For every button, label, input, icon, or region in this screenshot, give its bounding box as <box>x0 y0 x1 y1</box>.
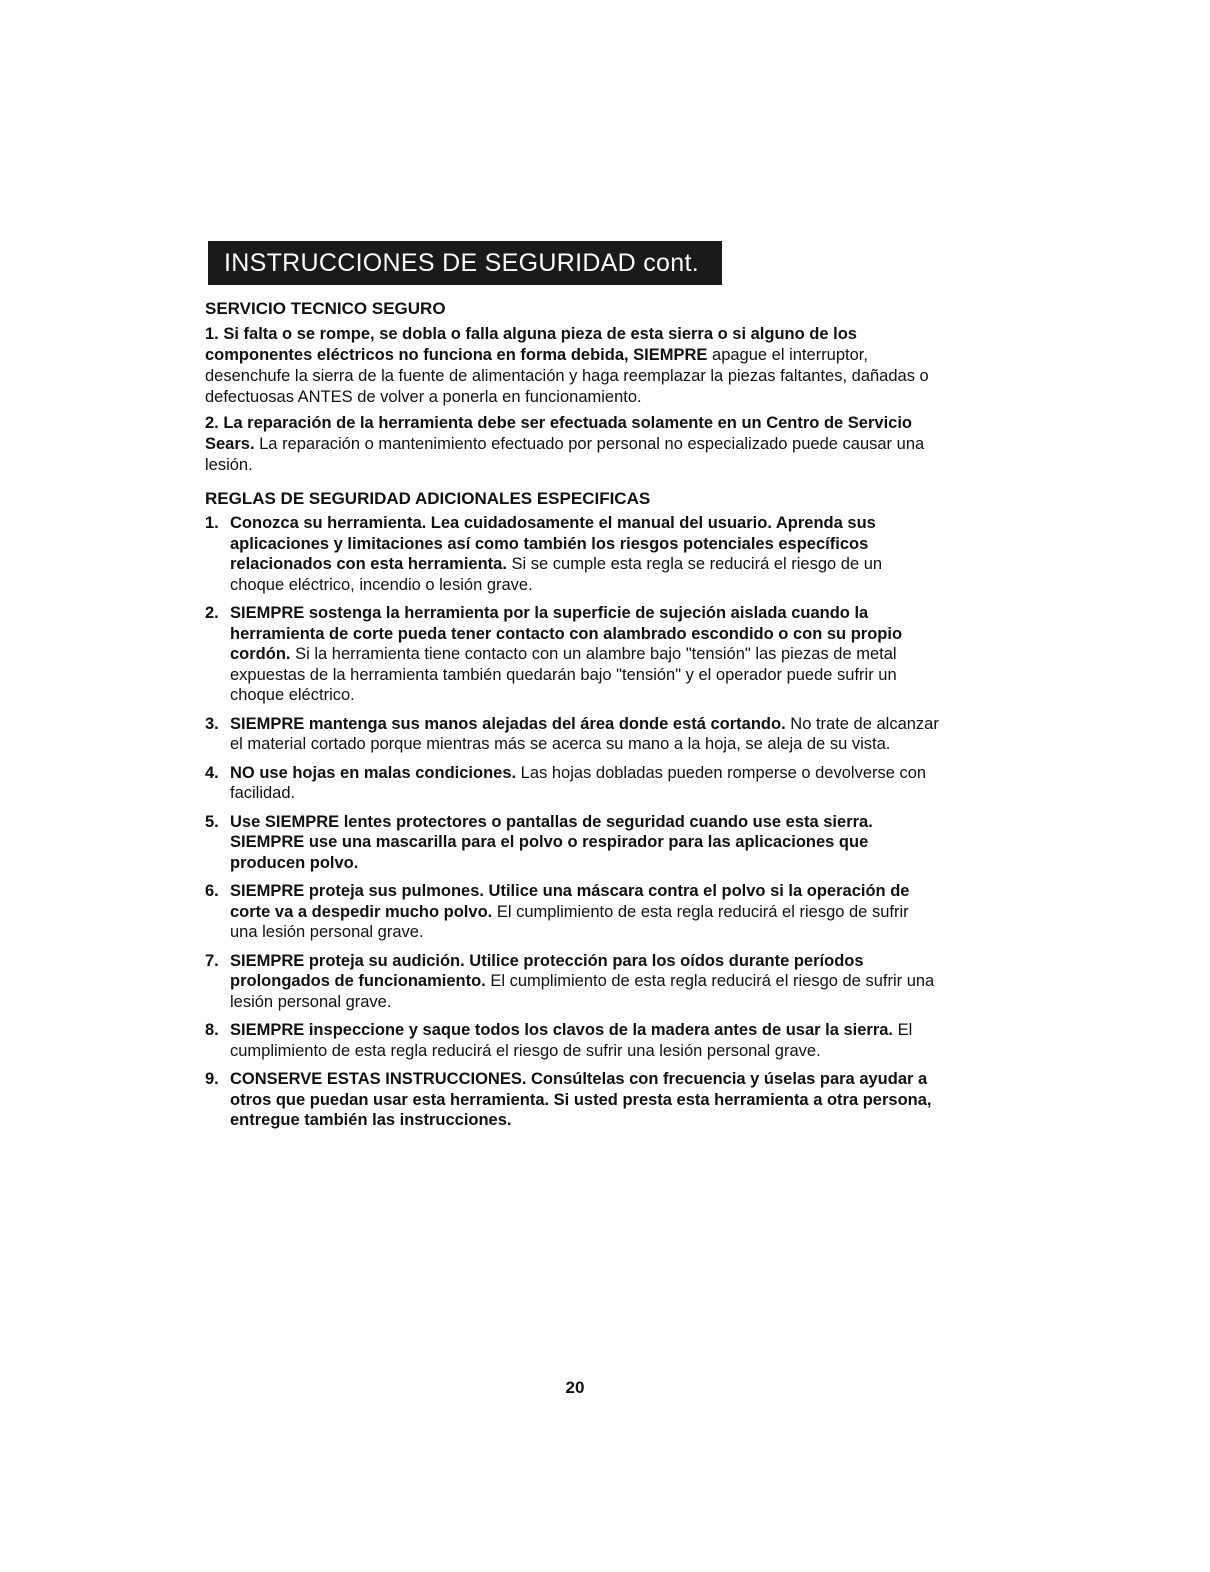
item-lead: SIEMPRE inspeccione y saque todos los clavos de la madera antes de usar la sierra. <box>230 1021 894 1039</box>
list-item <box>205 951 940 1013</box>
item-text: Si se cumple esta regla se reducirá el riesgo de un choque eléctrico, incendio o lesión grave. <box>230 555 883 594</box>
item-number: 5. <box>205 812 219 831</box>
item-number: 4. <box>205 763 219 782</box>
item-text: El cumplimiento de esta regla reducirá el riesgo de sufrir una lesión personal grave. <box>230 972 935 1011</box>
list-item <box>205 763 940 804</box>
rules-list <box>205 513 940 1131</box>
section-heading-servicio: SERVICIO TECNICO SEGURO <box>205 299 446 318</box>
item-number: 6. <box>205 882 219 900</box>
servicio-paragraph-1 <box>205 324 940 408</box>
paragraph-lead: 2. La reparación de la herramienta debe ser efectuada solamente en un Centro de Servicio Sears. <box>205 414 913 453</box>
item-text: Si la herramienta tiene contacto con un alambre bajo "tensión" las piezas de metal expuestas de la herramienta también quedarán bajo "tensión" y el operador puede sufrir un choque eléctrico. <box>230 645 897 704</box>
paragraph-text: apague el interruptor, desenchufe la sierra de la fuente de alimentación y haga reemplazar la piezas faltantes, dañadas o defectuosas ANTES de volver a ponerla en funcionamiento. <box>205 346 929 406</box>
item-number: 1. <box>205 514 219 532</box>
item-text: Las hojas dobladas pueden romperse o devolverse con facilidad. <box>230 763 927 802</box>
section-heading-reglas: REGLAS DE SEGURIDAD ADICIONALES ESPECIFICAS <box>205 489 651 508</box>
list-item <box>205 513 940 595</box>
item-number: 8. <box>205 1021 219 1039</box>
paragraph-lead: 1. Si falta o se rompe, se dobla o falla alguna pieza de esta sierra o si alguno de los componentes eléctricos no funciona en forma debida, SIEMPRE <box>205 325 857 364</box>
item-number: 7. <box>205 951 219 970</box>
item-text: El cumplimiento de esta regla reducirá el riesgo de sufrir una lesión personal grave. <box>230 902 909 941</box>
item-text: No trate de alcanzar el material cortado porque mientras más se acerca su mano a la hoja, se aleja de su vista. <box>230 714 939 753</box>
list-item <box>205 1069 940 1131</box>
item-lead: Use SIEMPRE lentes protectores o pantallas de seguridad cuando use esta sierra. SIEMPRE use una mascarilla para el polvo o respirador para las aplicaciones que producen polvo. <box>230 812 873 872</box>
list-item <box>205 812 940 874</box>
item-text: El cumplimiento de esta regla reducirá el riesgo de sufrir una lesión personal grave. <box>230 1021 913 1060</box>
list-item <box>205 1020 940 1061</box>
item-lead: CONSERVE ESTAS INSTRUCCIONES. Consúltelas con frecuencia y úselas para ayudar a otros que puedan usar esta herramienta. Si usted presta esta herramienta a otra persona, entregue también las instrucciones. <box>230 1070 932 1129</box>
page-content <box>205 298 940 1139</box>
item-number: 2. <box>205 604 219 622</box>
list-item <box>205 881 940 943</box>
list-item <box>205 603 940 706</box>
paragraph-text: La reparación o mantenimiento efectuado por personal no especializado puede causar una lesión. <box>205 435 925 474</box>
section-title-banner: INSTRUCCIONES DE SEGURIDAD cont. <box>208 241 722 285</box>
item-lead: SIEMPRE proteja sus pulmones. Utilice una máscara contra el polvo si la operación de corte va a despedir mucho polvo. <box>230 882 910 921</box>
page-number: 20 <box>565 1378 585 1397</box>
item-lead: Conozca su herramienta. Lea cuidadosamente el manual del usuario. Aprenda sus aplicaciones y limitaciones así como también los riesgos potenciales específicos relacionados con esta herramienta. <box>230 514 876 573</box>
item-lead: SIEMPRE sostenga la herramienta por la superficie de sujeción aislada cuando la herramienta de corte pueda tener contacto con alambrado escondido o con su propio cordón. <box>230 604 903 663</box>
item-lead: SIEMPRE mantenga sus manos alejadas del área donde está cortando. <box>230 714 786 733</box>
item-lead: SIEMPRE proteja su audición. Utilice protección para los oídos durante períodos prolongados de funcionamiento. <box>230 951 864 990</box>
item-lead: NO use hojas en malas condiciones. <box>230 763 517 782</box>
list-item <box>205 714 940 755</box>
item-number: 9. <box>205 1070 219 1088</box>
item-number: 3. <box>205 714 219 733</box>
servicio-paragraph-2 <box>205 413 940 476</box>
